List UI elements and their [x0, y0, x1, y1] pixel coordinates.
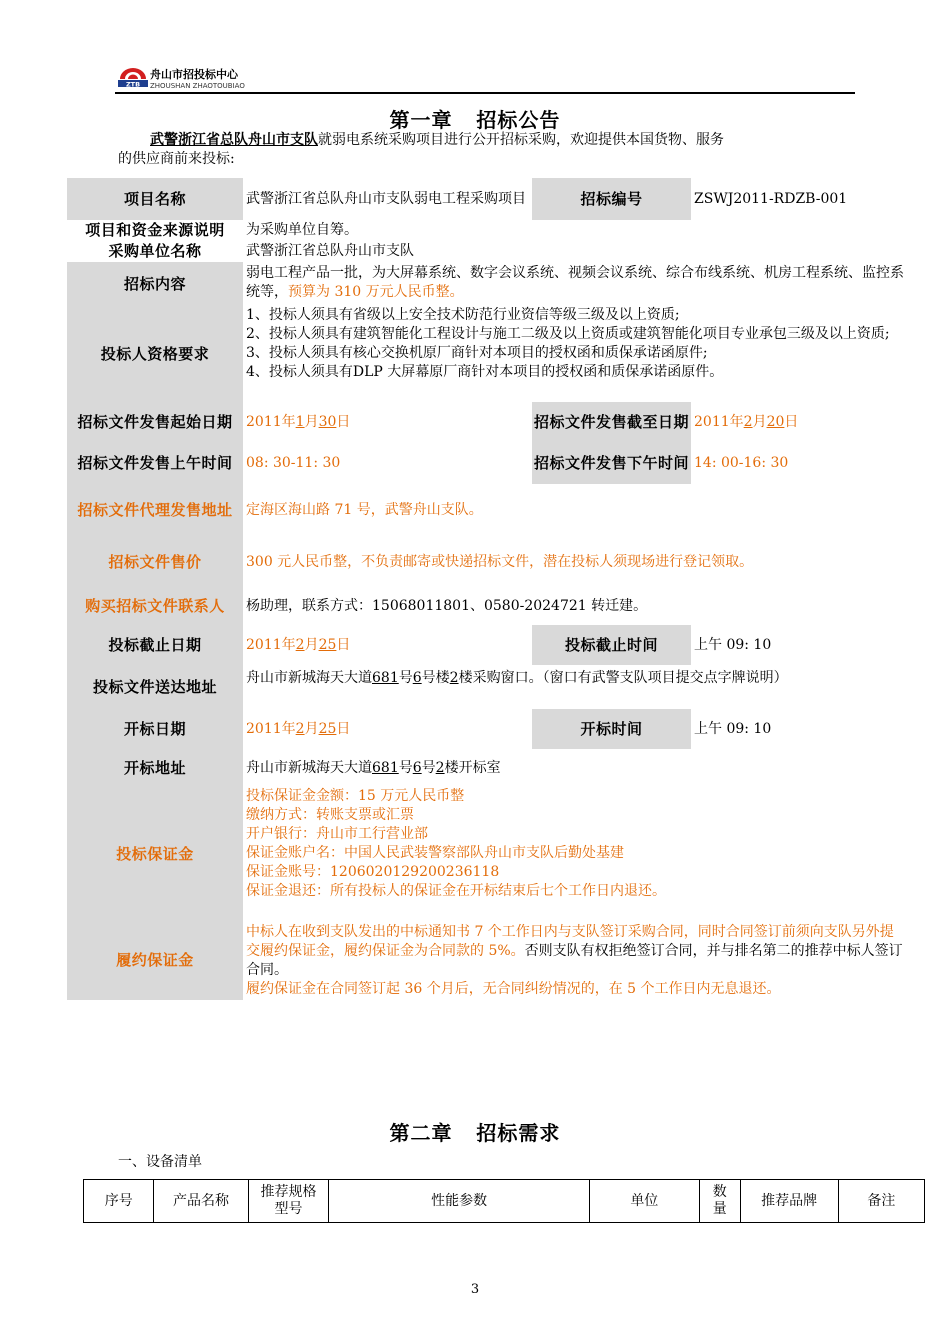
label-fund-source: 项目和资金来源说明 [67, 220, 243, 241]
qualification-item: 3、投标人须具有核心交换机原厂商针对本项目的授权函和质保承诺函原件; [246, 345, 708, 361]
label-agent-addr: 招标文件代理发售地址 [77, 500, 233, 519]
label-open-date: 开标日期 [123, 719, 186, 738]
header-divider [115, 92, 855, 94]
value-contact: 杨助理，联系方式：15068011801、0580-2024721 转迁建。 [246, 597, 648, 614]
org-name: 舟山市招投标中心 [150, 68, 238, 81]
value-performance: 中标人在收到支队发出的中标通知书 7 个工作日内与支队签订采购合同，同时合同签订前须向支队另外提交履约保证金，履约保证金为合同款的 5%。否则支队有权拒绝签订合同，并与排名第二的推荐中标人签订合同。 履约保证金在合同签订起 36 个月后，无合同纠纷情况的，在 5 个工作日内无息退还。 [246, 924, 903, 997]
col-header: 序号 [84, 1180, 154, 1223]
value-open-addr: 舟山市新城海天大道 681 号 6 号 2 楼开标室 [246, 759, 501, 776]
value-content [246, 264, 906, 306]
chapter2-title: 第二章 招标需求 [389, 1121, 561, 1145]
section-equipment-list: 一、设备清单 [118, 1154, 202, 1170]
label-contact: 购买招标文件联系人 [85, 596, 225, 615]
label-open-addr: 开标地址 [123, 758, 186, 777]
col-header: 数量 [699, 1180, 740, 1223]
label-purchaser: 采购单位名称 [67, 241, 243, 262]
value-deadline-date: 2011 年 2 月 25 日 [246, 636, 351, 653]
col-header: 性能参数 [329, 1180, 589, 1223]
value-price: 300 元人民币整，不负责邮寄或快递招标文件，潜在投标人须现场进行登记领取。 [246, 553, 754, 570]
org-pinyin: ZHOUSHAN ZHAOTOUBIAO [150, 82, 245, 90]
content-text: 弱电工程产品一批，为大屏幕系统、数字会议系统、视频会议系统、综合布线系统、机房工程系统、监控系统等， [246, 265, 904, 300]
label-delivery-addr: 投标文件送达地址 [92, 678, 217, 696]
col-header: 备注 [838, 1180, 924, 1223]
label-content: 招标内容 [123, 274, 186, 293]
label-deadline-date: 投标截止日期 [108, 635, 202, 654]
label-deadline-time: 投标截止时间 [532, 625, 691, 665]
chapter1-title: 第一章 招标公告 [389, 108, 561, 132]
deposit-line: 缴纳方式：转账支票或汇票 [246, 807, 414, 823]
equipment-table [83, 1179, 925, 1223]
value-delivery-addr: 舟山市新城海天大道681号6号楼2楼采购窗口。（窗口有武警支队项目提交点字牌说明） [246, 670, 788, 686]
col-header: 产品名称 [154, 1180, 248, 1223]
intro-paragraph [118, 131, 858, 169]
label-performance: 履约保证金 [116, 951, 194, 969]
logo-mark: ZTB [125, 80, 141, 88]
col-header: 推荐规格型号 [248, 1180, 329, 1223]
qualification-item: 4、投标人须具有DLP 大屏幕原厂商针对本项目的授权函和质保承诺函原件。 [246, 364, 724, 380]
page-number: 3 [470, 1282, 480, 1297]
value-sale-pm: 14: 00-16: 30 [694, 454, 789, 471]
intro-unit: 武警浙江省总队舟山市支队 [150, 132, 318, 148]
value-open-time: 上午 09: 10 [694, 720, 772, 737]
value-sale-end: 2011 年 2 月 20 日 [694, 413, 799, 430]
label-qualification: 投标人资格要求 [100, 344, 210, 363]
deposit-line: 保证金账号：1206020129200236118 [246, 864, 500, 880]
label-sale-pm: 招标文件发售下午时间 [532, 442, 691, 484]
label-sale-start: 招标文件发售起始日期 [77, 412, 233, 431]
deposit-line: 开户银行：舟山市工行营业部 [246, 826, 428, 842]
label-sale-end: 招标文件发售截至日期 [532, 402, 691, 442]
label-sale-am: 招标文件发售上午时间 [77, 453, 233, 472]
value-purchaser: 武警浙江省总队舟山市支队 [246, 243, 414, 259]
value-fund-source: 为采购单位自筹。 [246, 222, 358, 238]
content-budget: 预算为 310 万元人民币整。 [288, 284, 464, 300]
intro-rest: 就弱电系统采购项目进行公开招标采购，欢迎提供本国货物、服务 [318, 132, 724, 148]
qualification-item: 1、投标人须具有省级以上安全技术防范行业资信等级三级及以上资质; [246, 307, 680, 323]
label-bid-no: 招标编号 [532, 178, 691, 220]
value-open-date: 2011 年 2 月 25 日 [246, 720, 351, 737]
value-deadline-time: 上午 09: 10 [694, 636, 772, 653]
deposit-line: 保证金账户名：中国人民武装警察部队舟山市支队后勤处基建 [246, 845, 624, 861]
value-project-name: 武警浙江省总队舟山市支队弱电工程采购项目 [246, 190, 526, 207]
value-bid-no: ZSWJ2011-RDZB-001 [694, 190, 848, 207]
col-header: 推荐品牌 [740, 1180, 838, 1223]
intro-line2: 的供应商前来投标: [118, 151, 235, 167]
value-qualification [246, 306, 906, 382]
deposit-line: 保证金退还：所有投标人的保证金在开标结束后七个工作日内退还。 [246, 883, 666, 899]
ztb-logo-icon [118, 66, 148, 88]
value-deposit [246, 787, 906, 901]
deposit-line: 投标保证金金额：15 万元人民币整 [246, 788, 465, 804]
value-agent-addr: 定海区海山路 71 号，武警舟山支队。 [246, 501, 483, 518]
label-project-name: 项目名称 [123, 189, 186, 208]
value-sale-start: 2011 年 1 月 30 日 [246, 413, 351, 430]
col-header: 单位 [589, 1180, 699, 1223]
qualification-item: 2、投标人须具有建筑智能化工程设计与施工二级及以上资质或建筑智能化项目专业承包三级及以上资质; [246, 326, 890, 342]
label-price: 招标文件售价 [108, 552, 202, 571]
table-header-row [84, 1180, 925, 1223]
value-sale-am: 08: 30-11: 30 [246, 454, 341, 471]
label-deposit: 投标保证金 [116, 844, 194, 863]
label-open-time: 开标时间 [532, 709, 691, 749]
